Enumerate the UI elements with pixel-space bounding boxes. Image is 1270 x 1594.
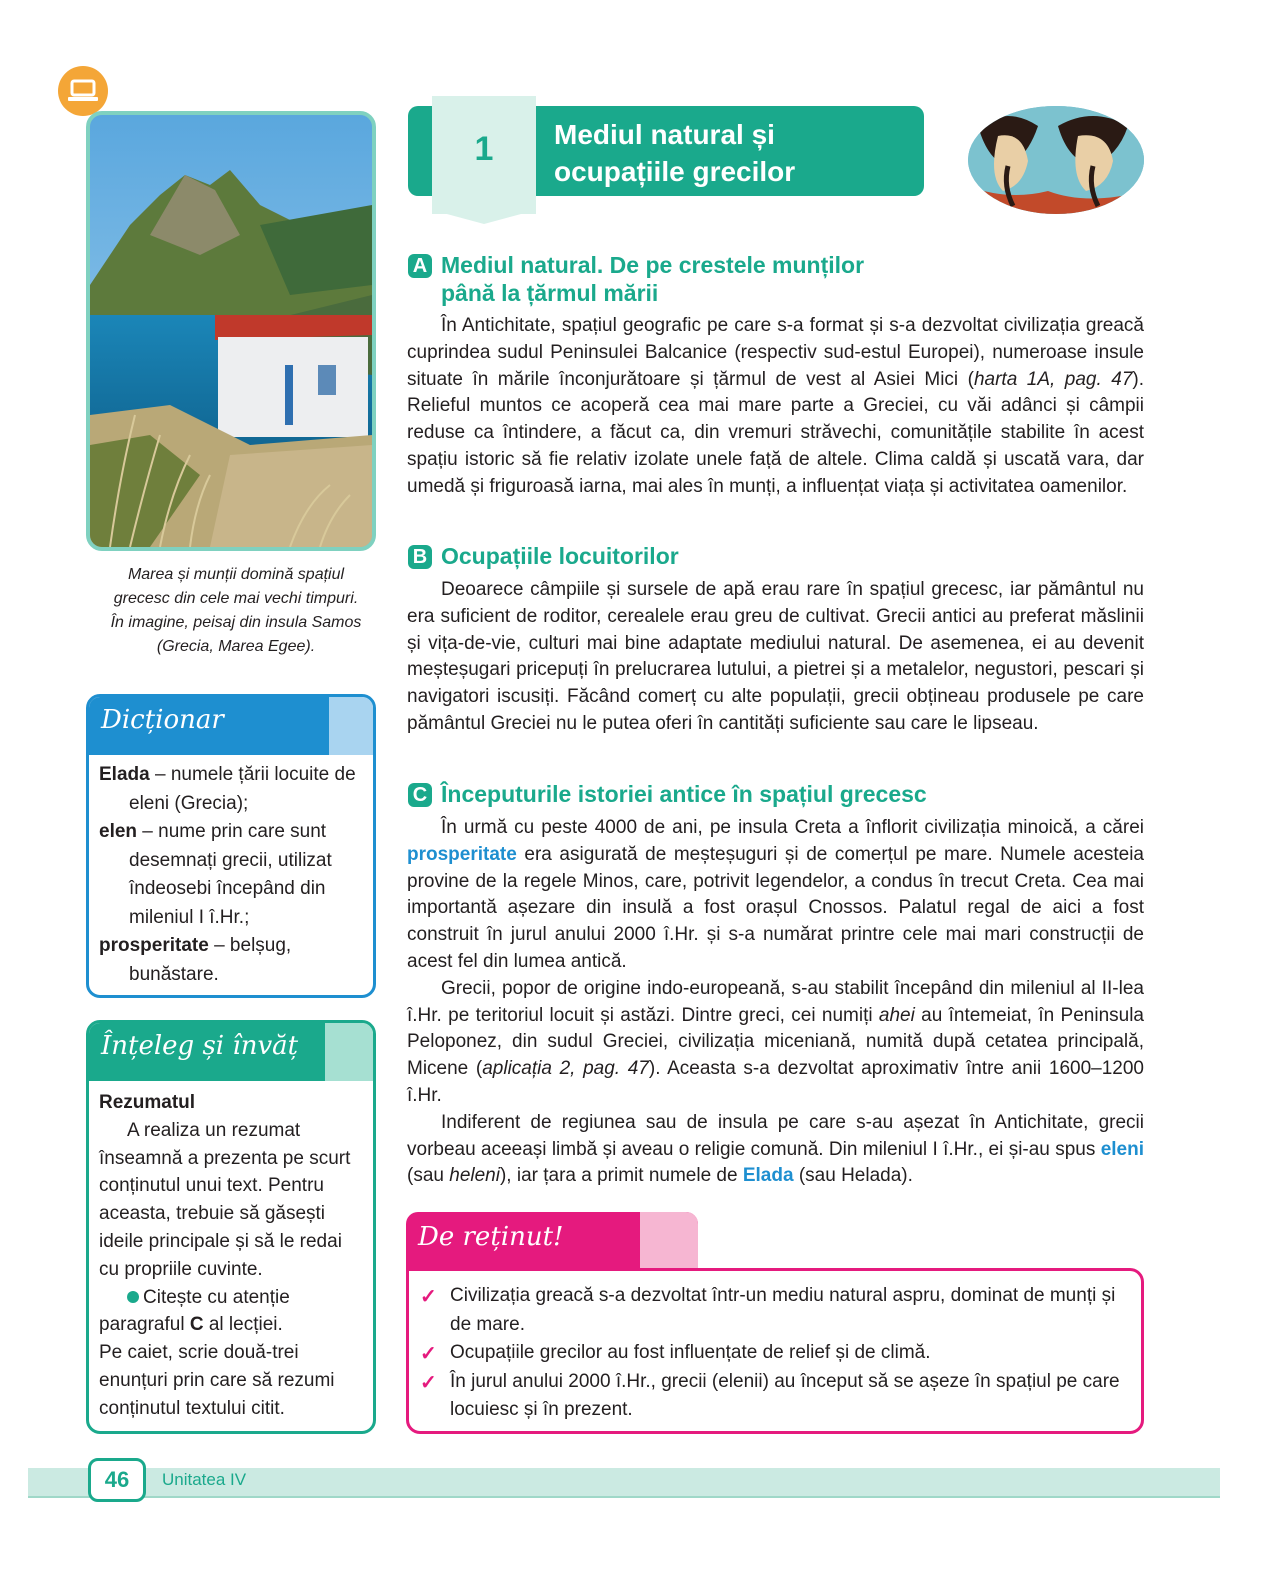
dictionary-body: [99, 761, 369, 989]
learn-task-letter: C: [189, 1314, 204, 1336]
page-number: 46: [88, 1458, 146, 1502]
learn-instruction: Pe caiet, scrie două-trei enunțuri prin care să rezumi conținutul textului citit.: [99, 1342, 335, 1419]
dictionary-entry: [99, 932, 369, 989]
dictionary-definition: – belșug, bunăstare.: [129, 935, 292, 985]
text-run: era asigurată de meșteșuguri și de comerțul pe mare. Numele acesteia provine de la regele Minos, care, potrivit legendelor, a condus în trecut Creta. Cea mai importantă așezare din insulă a fost orașul Cnossos. Palatul regal de aici a fost construit în jurul anului 2000 î.Hr. și s-a numărat printre cele mai mari construcții de acest fel din lumea antică.: [407, 843, 1144, 972]
emphasis-ahei: ahei: [878, 1004, 915, 1026]
dictionary-definition: – nume prin care sunt desemnați grecii, utilizat îndeosebi începând din mileniul I î.Hr.;: [129, 821, 332, 928]
dictionary-term: elen: [99, 821, 138, 842]
section-b-text: [407, 577, 1144, 738]
text-run: Indiferent de regiunea sau de insula pe care s-au așezat în Antichitate, grecii vorbeau aceeași limbă și aveau o religie comună. Din mileniul I î.Hr., ei și-au spus: [407, 1111, 1144, 1160]
learn-header-tail: [325, 1023, 376, 1081]
section-a-title: [441, 251, 864, 307]
checkmark-icon: ✓: [420, 1371, 437, 1394]
learn-title: Înțeleg și învăț: [101, 1031, 299, 1061]
retinut-item: [420, 1282, 1130, 1339]
dictionary-box: [86, 694, 376, 998]
emphasis-heleni: heleni: [449, 1165, 500, 1187]
section-a-title-line: până la țărmul mării: [441, 280, 659, 306]
learn-task: [99, 1284, 367, 1340]
retinut-title: De reținut!: [418, 1222, 564, 1252]
keyword-eleni[interactable]: eleni: [1100, 1138, 1144, 1160]
learn-paragraph: A realiza un rezumat înseamnă a prezenta pe scurt conținutul unui text. Pentru aceasta, trebuie să găsești ideile principale și să le redai cu propriile cuvinte.: [99, 1119, 351, 1280]
application-reference-link[interactable]: aplicația 2, pag. 47: [482, 1058, 649, 1080]
section-c-paragraph: [407, 1110, 1144, 1190]
caption-line: Marea și munții domină spațiul: [127, 566, 345, 583]
text-run: (sau Helada).: [793, 1165, 913, 1187]
learn-task-text-end: al lecției.: [203, 1314, 283, 1336]
unit-label: Unitatea IV: [162, 1470, 247, 1489]
checkmark-icon: ✓: [420, 1343, 437, 1365]
text-run: (sau: [407, 1165, 450, 1187]
section-c-text: [407, 815, 1144, 1190]
checkmark-icon: ✓: [420, 1286, 437, 1308]
lesson-title-line: Mediul natural și: [554, 119, 775, 150]
section-c-paragraph: [407, 815, 1144, 976]
text-run: În urmă cu peste 4000 de ani, pe insula Creta a înflorit civilizația minoică, a cărei: [441, 817, 1144, 838]
text-run: ). Relieful muntos ce acoperă cea mai mare parte a Greciei, cu văi adânci și câmpii reduse ca întindere, a făcut ca, din vremuri străvechi, comunitățile stabilite în acest spațiu istoric să fie relativ izolate unele față de altele. Clima caldă și uscată vara, dar umedă și friguroasă iarna, mai ales în munți, a influențat viața și activitatea oamenilor.: [407, 368, 1144, 497]
text-run: ). Aceasta s-a dezvoltat aproximativ între anii 1600–1200 î.Hr.: [407, 1058, 1144, 1106]
dictionary-entry: [99, 818, 369, 932]
text-run: au întemeiat, în Peninsula Peloponez, din sudul Greciei, civilizația miceniană, numită după cetatea principală, Micene (: [407, 1004, 1144, 1080]
section-c-title: Începuturile istoriei antice în spațiul grecesc: [441, 781, 927, 807]
section-c-paragraph: [407, 976, 1144, 1110]
learn-subtitle: Rezumatul: [99, 1092, 196, 1113]
section-b-badge: B: [408, 545, 432, 569]
digital-lesson-icon[interactable]: [58, 66, 108, 116]
dictionary-header-tail: [329, 697, 376, 755]
section-a-badge: A: [408, 254, 432, 278]
section-b-title: Ocupațiile locuitorilor: [441, 543, 679, 569]
dictionary-definition: – numele țării locuite de eleni (Grecia);: [129, 764, 356, 814]
lesson-number-tab-point: [432, 210, 536, 224]
lesson-title-line: ocupațiile grecilor: [554, 156, 796, 187]
bullet-dot-icon: [127, 1291, 139, 1303]
dictionary-title: Dicționar: [101, 705, 224, 735]
dictionary-entry: [99, 761, 369, 818]
learn-task-text: Citește cu atenție paragraful: [99, 1286, 290, 1336]
footer-divider: [28, 1496, 1220, 1498]
map-reference-link[interactable]: harta 1A, pag. 47: [973, 368, 1133, 390]
text-run: ), iar țara a primit numele de: [499, 1165, 743, 1187]
caption-line: grecesc din cele mai vechi timpuri.: [113, 590, 359, 607]
section-b-paragraph: Deoarece câmpiile și sursele de apă erau rare în spațiul grecesc, iar pământul nu era suficient de roditor, cerealele erau greu de cultivat. Grecii antici au preferat măslinii și vița-de-vie, culturi mai bine adaptate mediului natural. De asemenea, ei au devenit meșteșugari pricepuți în prelucrarea lutului, a pietrei și a metalelor, negustori, pescari și navigatori iscusiți. Făcând comerț cu alte populații, grecii obțineau produsele pe care pământul Greciei nu le putea oferi în cantități suficiente sau care le lipseau.: [407, 579, 1144, 734]
lesson-number: 1: [474, 130, 494, 168]
section-a-paragraph: [407, 313, 1144, 501]
retinut-list: [420, 1282, 1130, 1425]
minoan-fresco-image: [968, 106, 1144, 214]
retinut-item-text: Ocupațiile grecilor au fost influențate de relief și de climă.: [450, 1342, 931, 1363]
retinut-item: [420, 1339, 1130, 1368]
keyword-elada[interactable]: Elada: [742, 1165, 794, 1187]
learn-body: [99, 1089, 367, 1423]
keyword-prosperitate[interactable]: prosperitate: [407, 843, 517, 865]
caption-line: În imagine, peisaj din insula Samos: [110, 614, 362, 631]
section-a-text: [407, 313, 1144, 501]
retinut-item-text: Civilizația greacă s-a dezvoltat într-un mediu natural aspru, dominat de munți și de mare.: [450, 1285, 1116, 1335]
section-a-title-line: Mediul natural. De pe crestele munților: [441, 252, 865, 278]
retinut-item: [420, 1368, 1130, 1425]
section-c-badge: C: [408, 783, 432, 807]
dictionary-term: prosperitate: [99, 935, 209, 956]
retinut-header-tail: [640, 1212, 698, 1270]
retinut-item-text: În jurul anului 2000 î.Hr., grecii (elenii) au început să se așeze în spațiul pe care locuiesc și în prezent.: [450, 1370, 1120, 1420]
learn-box: [86, 1020, 376, 1434]
text-run: În Antichitate, spațiul geografic pe care s-a format și s-a dezvoltat civilizația greacă cuprindea sudul Peninsulei Balcanice (respectiv sud-estul Europei), numeroase insule situate în mările înconjurătoare și țărmul de vest al Asiei Mici (: [407, 315, 1144, 390]
dictionary-term: Elada: [99, 764, 150, 785]
lesson-title: [554, 116, 914, 190]
text-run: Grecii, popor de origine indo-europeană, s-au stabilit începând din mileniul al II-lea î.Hr. pe teritoriul locuit și astăzi. Dintre greci, cei numiți: [407, 977, 1144, 1026]
photo-caption: [96, 563, 376, 659]
samos-landscape-photo: [86, 111, 376, 551]
caption-line: (Grecia, Marea Egee).: [156, 638, 316, 655]
